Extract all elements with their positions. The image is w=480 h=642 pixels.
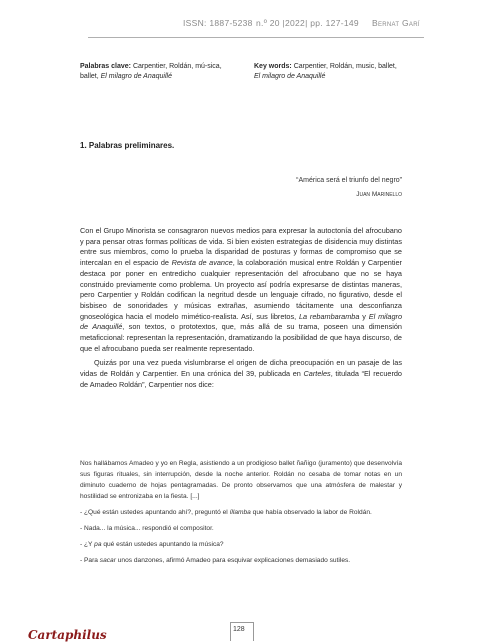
text-run: - ¿Qué están ustedes apuntando ahí?, preguntó el	[80, 509, 230, 516]
keywords-work-title: El milagro de Anaquillé	[100, 73, 172, 80]
text-run: , son textos, o prototextos, que, más allá de su trama, poseen una dimensión metaficcional: representan la representación, dramatizando la posibilidad de que haya discurso, de que el afrocubano pueda ser realmente representado.	[80, 322, 402, 353]
epigraph	[240, 174, 402, 202]
body-text	[80, 226, 402, 391]
quote-paragraph: Nos hallábamos Amadeo y yo en Regla, asistiendo a un prodigioso ballet ñañigo (juramento) que desenvolvía sus figuras rituales, sin interrupción, desde la noche anterior. Roldán no cesaba de tomar notas en un diminuto cuaderno de hojas pentagramadas. De pronto observamos que una atmósfera de malestar y hostilidad se entronizaba en la fiesta. [...]	[80, 460, 402, 500]
quote-paragraph	[80, 539, 402, 550]
paragraph	[80, 358, 402, 390]
issue-label: n.º 20 |2022| pp. 127-149	[256, 18, 359, 28]
text-run: - ¿Y	[80, 541, 95, 548]
italic-word: pa	[94, 541, 102, 548]
keywords-work-title: El milagro de Anaquillé	[254, 73, 326, 80]
block-quote	[80, 458, 402, 571]
quote-paragraph	[80, 507, 402, 518]
text-run: unos danzones, afirmó Amadeo para esquivar explicaciones demasiado sutiles.	[115, 557, 351, 564]
header-divider	[88, 37, 424, 38]
running-header	[0, 10, 480, 34]
journal-logo: Cartaphilus	[28, 628, 107, 642]
quote-paragraph: - Nada... la música... respondió el compositor.	[80, 525, 214, 532]
author-label: Bernat Garí	[372, 18, 420, 28]
text-run: - Para	[80, 557, 100, 564]
section-title: 1. Palabras preliminares.	[80, 141, 175, 150]
epigraph-source: Juan Marinello	[356, 191, 402, 198]
keywords-english	[254, 62, 402, 82]
text-run: qué están ustedes apuntando la música?	[101, 541, 224, 548]
text-run: , la colaboración musical entre Roldán y Carpentier destaca por poner en entredicho cualquier representación del afrocubano que no se haya construido previamente como problema. Un proyecto así podría expresarse de distintas maneras, pero Carpentier y Roldán codifican la negritud desde un lenguaje cifrado, no figurativo, desde el bisbiseo de sonoridades y músicas extrañas, asumiendo tácitamente una desconfianza gnoseológica hacia el modelo mimético-realista. Así, sus libretos,	[80, 258, 402, 321]
text-run: y	[359, 311, 369, 321]
text-run: , titulada “El recuerdo de Amadeo Roldán”, Carpentier nos dice:	[80, 369, 402, 389]
italic-title: La rebambaramba	[298, 311, 360, 321]
keywords-spanish	[80, 62, 240, 82]
text-run: Quizás por una vez pueda vislumbrarse el origen de dicha preocupación en un pasaje de las vidas de Roldán y Carpentier. En una crónica del 39, publicada en	[80, 358, 402, 379]
issn-label: ISSN: 1887-5238	[183, 18, 253, 28]
keywords-text: Carpentier, Roldán, mú-sica, ballet,	[80, 63, 222, 80]
keywords-label: Palabras clave:	[80, 63, 131, 70]
keywords-text: Carpentier, Roldán, music, ballet,	[293, 63, 397, 70]
epigraph-quote: “América será el triunfo del negro”	[296, 177, 402, 184]
italic-title: El milagro de Anaquillé	[80, 311, 402, 332]
italic-title: Revista de avance	[171, 258, 233, 268]
page-number: 128	[233, 626, 245, 633]
italic-word: sacar	[99, 557, 116, 564]
italic-word: íllamba	[229, 509, 251, 516]
italic-title: Carteles	[303, 369, 331, 379]
quote-paragraph	[80, 555, 402, 566]
keywords-label: Key words:	[254, 63, 292, 70]
paragraph	[80, 226, 402, 354]
text-run: que había observado la labor de Roldán.	[250, 509, 372, 516]
text-run: Con el Grupo Minorista se consagraron nuevos medios para expresar la autoctonía del afrocubano y para pensar otras formas políticas de vida. Si bien existen estrategias de disidencia muy distintas entre sus miembros, como lo prueba la disparidad de posturas y formas de compromiso que se intercalan en el espacio de	[80, 226, 402, 268]
